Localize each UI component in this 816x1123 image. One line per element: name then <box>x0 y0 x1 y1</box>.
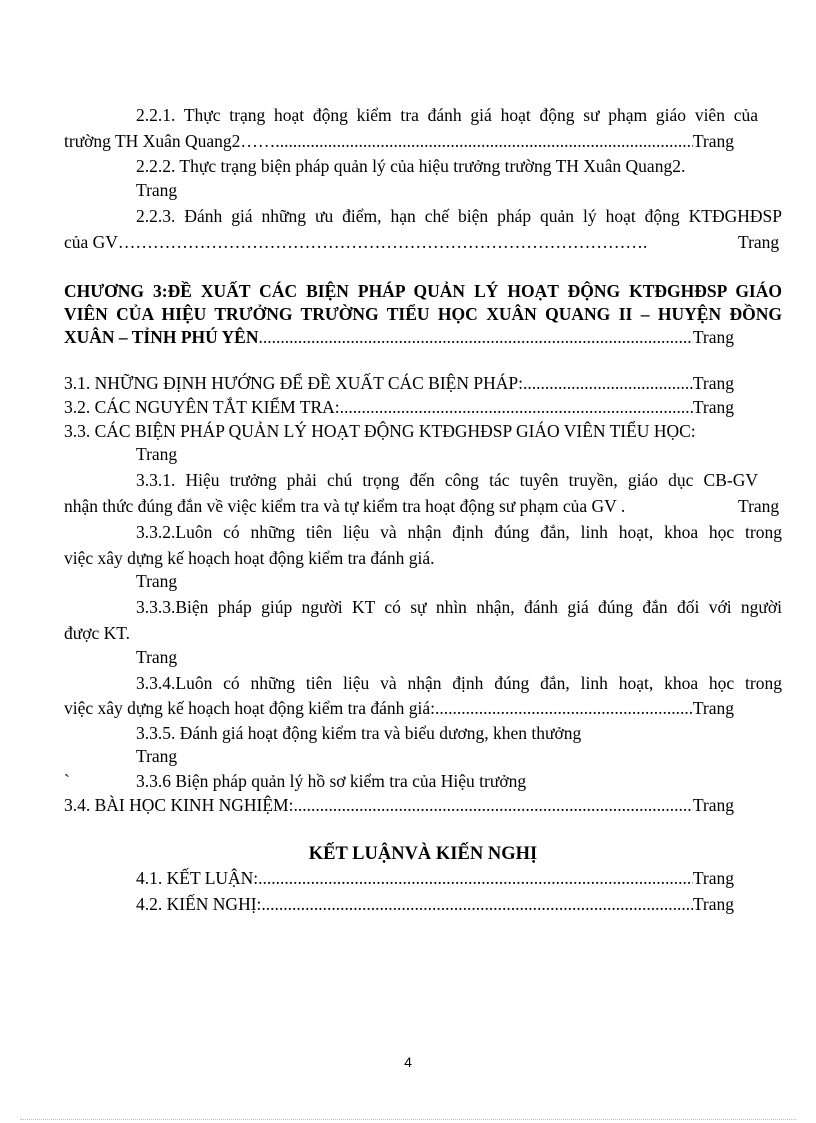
page-bottom-divider <box>20 1119 796 1120</box>
page-ref: Trang <box>692 373 734 393</box>
dot-leader <box>258 867 693 889</box>
conclusion-heading: KẾT LUẬNVÀ KIẾN NGHỊ <box>308 844 538 864</box>
page-ref: Trang <box>136 647 178 667</box>
page-ref: Trang <box>738 232 780 252</box>
toc-entry-3-2 <box>64 396 734 418</box>
chapter-3-heading-line2: VIÊN CỦA HIỆU TRƯỞNG TRƯỜNG TIỂU HỌC XUÂN QUANG II – HUYỆN ĐỒNG <box>64 304 782 324</box>
toc-entry-3-3-2-line1: 3.3.2.Luôn có những tiên liệu và nhận định đúng đắn, linh hoạt, khoa học trong <box>136 522 782 542</box>
page-ref: Trang <box>136 180 178 200</box>
stray-mark: ` <box>64 771 70 791</box>
toc-entry-3-3-6: 3.3.6 Biện pháp quản lý hồ sơ kiểm tra của Hiệu trưởng <box>136 771 527 791</box>
toc-entry-text: việc xây dựng kế hoạch hoạt động kiểm tra đánh giá: <box>64 698 436 718</box>
toc-entry-3-1 <box>64 372 734 394</box>
toc-entry-text: 3.2. CÁC NGUYÊN TẮT KIỂM TRA: <box>64 397 340 417</box>
page-ref: Trang <box>692 698 734 718</box>
toc-entry-2-2-3-line1: 2.2.3. Đánh giá những ưu điểm, hạn chế biện pháp quản lý hoạt động KTĐGHĐSP <box>136 206 782 226</box>
page-number: 4 <box>404 1054 412 1070</box>
toc-entry-3-3-5: 3.3.5. Đánh giá hoạt động kiểm tra và biểu dương, khen thưởng <box>136 723 582 743</box>
toc-entry-2-2-1-line1: 2.2.1. Thực trạng hoạt động kiểm tra đánh giá hoạt động sư phạm giáo viên của <box>136 105 758 125</box>
toc-entry-3-3-3-line1: 3.3.3.Biện pháp giúp người KT có sự nhìn nhận, đánh giá đúng đắn đối với người <box>136 597 782 617</box>
toc-entry-text: XUÂN – TỈNH PHÚ YÊN <box>64 327 259 347</box>
toc-entry-3-3-4-line1: 3.3.4.Luôn có những tiên liệu và nhận định đúng đắn, linh hoạt, khoa học trong <box>136 673 782 693</box>
page-ref: Trang <box>692 795 734 815</box>
toc-entry-3-3-2-line2: việc xây dựng kế hoạch hoạt động kiểm tra đánh giá. <box>64 548 435 568</box>
toc-entry-text: 3.1. NHỮNG ĐỊNH HƯỚNG ĐỂ ĐỀ XUẤT CÁC BIỆN PHÁP: <box>64 373 523 393</box>
page-ref: Trang <box>692 131 734 151</box>
page-ref: Trang <box>692 397 734 417</box>
chapter-3-heading-line1: CHƯƠNG 3:ĐỀ XUẤT CÁC BIỆN PHÁP QUẢN LÝ HOẠT ĐỘNG KTĐGHĐSP GIÁO <box>64 281 782 301</box>
page-ref: Trang <box>136 444 178 464</box>
page-ref: Trang <box>738 496 780 516</box>
dot-leader <box>261 893 692 915</box>
page-ref: Trang <box>136 571 178 591</box>
toc-entry-4-2 <box>136 893 734 915</box>
toc-entry-3-3: 3.3. CÁC BIỆN PHÁP QUẢN LÝ HOẠT ĐỘNG KTĐGHĐSP GIÁO VIÊN TIỂU HỌC: <box>64 421 696 441</box>
page-ref: Trang <box>692 894 734 914</box>
toc-entry-3-3-1-line2: nhận thức đúng đắn về việc kiểm tra và tự kiểm tra hoạt động sư phạm của GV . <box>64 496 626 516</box>
toc-entry-4-1 <box>136 867 734 889</box>
toc-entry-3-4 <box>64 794 734 816</box>
dot-leader <box>340 396 693 418</box>
dot-leader <box>523 372 693 394</box>
toc-entry-3-3-3-line2: được KT. <box>64 623 131 643</box>
toc-entry-3-3-1-line1: 3.3.1. Hiệu trưởng phải chú trọng đến công tác tuyên truyền, giáo dục CB-GV <box>136 470 758 490</box>
chapter-3-heading-line3 <box>64 326 734 348</box>
dot-leader <box>275 130 692 152</box>
page-ref: Trang <box>692 868 734 888</box>
dot-leader <box>435 697 693 719</box>
toc-entry-2-2-1-line2 <box>64 130 734 152</box>
toc-entry-text: 4.1. KẾT LUẬN: <box>136 868 259 888</box>
toc-entry-2-2-2: 2.2.2. Thực trạng biện pháp quản lý của hiệu trưởng trường TH Xuân Quang2. <box>136 156 686 176</box>
dot-leader <box>293 794 692 816</box>
toc-entry-text: trường TH Xuân Quang2…… <box>64 131 276 151</box>
toc-entry-text: 4.2. KIẾN NGHỊ: <box>136 894 262 914</box>
toc-entry-3-3-4-line2 <box>64 697 734 719</box>
toc-entry-2-2-3-line2: của GV………………………………………………………………………………. <box>64 232 648 252</box>
page-ref: Trang <box>136 746 178 766</box>
toc-entry-text: 3.4. BÀI HỌC KINH NGHIỆM: <box>64 795 294 815</box>
page-ref: Trang <box>692 327 734 347</box>
dot-leader <box>258 326 692 348</box>
